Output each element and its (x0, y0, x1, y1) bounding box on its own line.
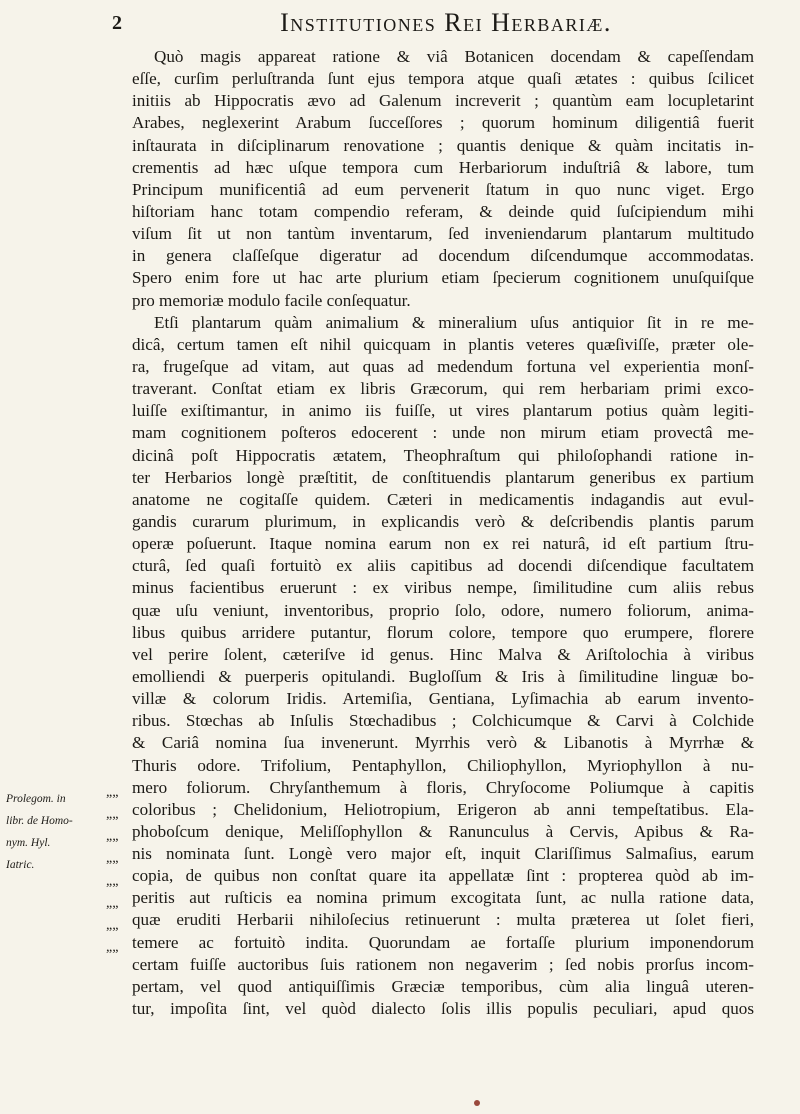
marginal-citation (6, 788, 116, 877)
text-line: emolliendi & puerperis opitulandi. Bugloſſum & Iris à ſimilitudine linguæ bo- (132, 666, 754, 686)
text-line: quæ eruditi Herbarii nihiloſecius retinuerunt : multa præterea ut ſolet fieri, (132, 910, 754, 930)
text-line: Spero enim fore ut hac arte plurium etiam ſpecierum cognitionem unuſquiſque (132, 268, 754, 288)
text-line: dicâ, certum tamen eſt nihil quicquam in plantis veteres quæſiviſſe, præter ole- (132, 334, 754, 354)
text-line: minus facientibus eruerunt : ex viribus nempe, ſimilitudine cum aliis rebus (132, 578, 754, 598)
quote-mark: „„ (106, 917, 119, 933)
text-line: gandis curarum plurimum, in explicandis verò & deſcribendis plantis parum (132, 511, 754, 531)
text-line: certam fuiſſe auctoribus ſuis rationem non negaverim ; ſed nobis prorſus incom- (132, 954, 754, 974)
text-line: pertam, vel quod antiquiſſimis Græciæ temporibus, cùm alia linguâ uteren- (132, 976, 754, 996)
quote-mark: „„ (106, 807, 119, 823)
margin-note-line: nym. Hyl. (6, 837, 51, 850)
quote-mark: „„ (106, 873, 119, 889)
margin-note-line: libr. de Homo- (6, 815, 73, 828)
text-line: Etſi plantarum quàm animalium & mineralium uſus antiquior ſit in re me- (154, 312, 754, 332)
margin-note-line: Iatric. (6, 859, 35, 872)
text-line: viſum ſit ut non tantùm inventarum, ſed inveniendarum plantarum multitudo (132, 224, 754, 244)
text-line: phoboſcum denique, Meliſſophyllon & Ranunculus à Cervis, Apibus & Ra- (132, 821, 754, 841)
quotation-marks-column (106, 782, 128, 959)
text-line: nis nominata ſunt. Longè vero major eſt, inquit Clariſſimus Salmaſius, earum (132, 844, 754, 864)
text-line: operæ poſuerunt. Itaque nomina earum non ex rei naturâ, id eſt partium ſtru- (132, 534, 754, 554)
text-line: inſtaurata in diſciplinarum renovatione ; quantis denique & quàm incitatis in- (132, 135, 754, 155)
text-line: Quò magis appareat ratione & viâ Botanicen docendam & capeſſendam (154, 47, 754, 66)
text-line: vel perire ſolent, cæteriſve id genus. Hinc Malva & Ariſtolochia à viribus (132, 644, 754, 664)
text-line: Principum munificentiâ ad eum pervenerit ſtatum in quo nunc viget. Ergo (132, 179, 754, 199)
text-line: ra, frugeſque ad vitam, aut quas ad medendum fortuna vel experientia monſ- (132, 356, 754, 376)
text-line: & Cariâ nomina ſua invenerunt. Myrrhis verò & Libanotis à Myrrhæ & (132, 733, 754, 753)
text-line: temere ac fortuitò indita. Quorundam ae fortaſſe plurium imponendorum (132, 932, 754, 952)
quote-mark: „„ (106, 829, 119, 845)
quote-mark: „„ (106, 785, 119, 800)
quote-mark: „„ (106, 895, 119, 911)
text-line: tur, impoſita ſint, vel quòd dialecto ſolis illis populis peculiari, apud quos (132, 999, 754, 1019)
text-line: ter Herbarios longè præſtitit, de conſtituendis plantarum generibus ex partium (132, 467, 754, 487)
text-line: villæ & colorum Iridis. Artemiſia, Gentiana, Lyſimachia ab earum invento- (132, 689, 754, 709)
quote-mark: „„ (106, 851, 119, 867)
text-line: luiſſe exiſtimantur, in animo iis fuiſſe, ut vires plantarum potius quàm legiti- (132, 401, 754, 421)
text-line: initiis ab Hippocratis ævo ad Galenum increverit ; quantùm eam locupletarint (132, 91, 754, 111)
text-line: ribus. Stœchas ab Inſulis Stœchadibus ; Colchicumque & Carvi à Colchide (132, 711, 754, 731)
text-line: coloribus ; Chelidonium, Heliotropium, Erigeron ab anni tempeſtatibus. Ela- (132, 799, 754, 819)
margin-note-line: Prolegom. in (6, 793, 66, 805)
text-line: traverant. Conſtat etiam ex libris Græcorum, qui rem herbariam primi exco- (132, 379, 754, 399)
text-line: mam cognitionem poſteros edocerent : unde non mirum etiam provectâ me- (132, 423, 754, 443)
text-line: libus quibus arridere putantur, florum colore, tempore quo erumpere, florere (132, 622, 754, 642)
ink-stain (474, 1100, 480, 1106)
running-title: Institutiones Rei Herbariæ. (280, 8, 612, 37)
text-line: mero foliorum. Chryſanthemum à floris, Chryſocome Poliumque à capitis (132, 777, 754, 797)
text-line: copia, de quibus non conſtat quare ita appellatæ ſint : propterea quòd ab im- (132, 866, 754, 886)
text-line: dicinâ poſt Hippocratis ætatem, Theophraſtum qui philoſophandi ratione in- (132, 445, 754, 465)
text-line: crementis ad hæc uſque tempora cum Herbariorum induſtriâ & labore, tum (132, 157, 754, 177)
text-line: hiſtoriam hanc totam compendio referam, & deinde quid ſuſcipiendum mihi (132, 201, 754, 221)
text-line: peritis aut ruſticis ea nomina primum excogitata ſunt, ac nulla ratione data, (132, 888, 754, 908)
text-line: eſſe, curſim perluſtranda ſunt ejus tempora atque quaſi ætates : quibus ſcilicet (132, 69, 754, 89)
text-line: cturâ, ſed quaſi fortuitò ex aliis capitibus ad docendi diſcendique facultatem (132, 556, 754, 576)
text-line: in genera claſſeſque digeratur ad docendum diſcendumque accommodatas. (132, 246, 754, 266)
text-line: pro memoriæ modulo facile conſequatur. (132, 290, 411, 310)
page-header (112, 6, 752, 46)
text-line: anatome ne cogitaſſe quidem. Cæteri in medicamentis indagandis aut evul- (132, 489, 754, 509)
quote-mark: „„ (106, 940, 119, 956)
body-text (132, 46, 754, 1020)
page-number: 2 (112, 12, 122, 34)
text-line: quæ uſu veniunt, inventoribus, proprio ſolo, odore, numero foliorum, anima- (132, 600, 754, 620)
text-line: Thuris odore. Trifolium, Pentaphyllon, Chiliophyllon, Myriophyllon à nu- (132, 755, 754, 775)
text-line: Arabes, neglexerint Arabum ſucceſſores ; quorum hominum diligentiâ fuerit (132, 113, 754, 133)
